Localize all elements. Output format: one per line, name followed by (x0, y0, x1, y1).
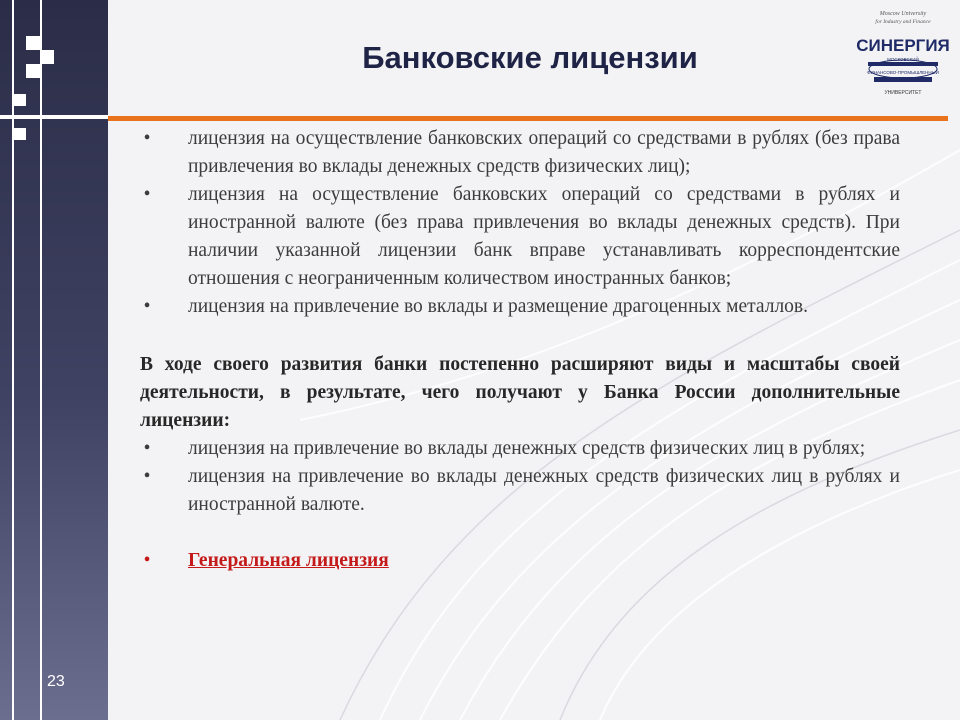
bullet-icon: • (143, 466, 151, 487)
spacer (140, 519, 900, 547)
list-item (140, 463, 900, 519)
logo-caption-2: for Industry and Finance (875, 19, 931, 25)
bullet-icon: • (143, 184, 151, 205)
bullet-icon: • (143, 296, 151, 317)
list-item (140, 181, 900, 293)
list-item-text: лицензия на привлечение во вклады и размещение драгоценных металлов. (188, 296, 809, 317)
bullet-icon: • (143, 438, 151, 459)
list-item-general (140, 547, 900, 575)
bullet-icon: • (143, 550, 151, 571)
page-title: Банковские лицензии (362, 40, 698, 75)
intro-paragraph: В ходе своего развития банки постепенно расширяют виды и масштабы своей деятельности, в результате, чего получают у Банка России дополнительные лицензии: (140, 354, 900, 431)
list-item-text: лицензия на привлечение во вклады денежных средств физических лиц в рублях; (188, 438, 866, 459)
decor-line (12, 0, 14, 720)
logo-caption-1: Moscow University (879, 11, 927, 17)
list-item (140, 125, 900, 181)
bullet-icon: • (143, 128, 151, 149)
header-rule-left (0, 115, 108, 119)
general-license-link[interactable]: Генеральная лицензия (188, 550, 389, 571)
list-item-text: лицензия на осуществление банковских операций со средствами в рублях и иностранной валюте (без права привлечения во вклады денежных средств). При наличии указанной лицензии банк вправе устанавливать корреспондентские отношения с неограниченным количеством иностранных банков; (188, 184, 900, 289)
list-item (140, 293, 900, 321)
logo-band-2: ФИНАНСОВО-ПРОМЫШЛЕННЫЙ (867, 70, 939, 75)
decor-square (40, 50, 54, 64)
synergy-logo (856, 6, 950, 104)
list-item (140, 435, 900, 463)
decor-square (26, 64, 40, 78)
header-rule (108, 116, 948, 121)
logo-bottom-text: УНИВЕРСИТЕТ (884, 90, 922, 96)
logo-name: СИНЕРГИЯ (856, 36, 950, 55)
decor-square (26, 36, 40, 50)
decor-square (14, 94, 26, 106)
list-item-text: лицензия на осуществление банковских операций со средствами в рублях (без права привлечения во вклады денежных средств физических лиц); (188, 128, 900, 177)
decor-line (40, 0, 42, 720)
spacer (140, 321, 900, 351)
page-number: 23 (47, 673, 65, 690)
list-item-text: лицензия на привлечение во вклады денежных средств физических лиц в рублях и иностранной валюте. (188, 466, 900, 515)
logo-band-1: МОСКОВСКИЙ (887, 57, 919, 62)
left-sidebar-band (0, 0, 108, 720)
decor-square (14, 128, 26, 140)
slide-body (140, 125, 900, 575)
